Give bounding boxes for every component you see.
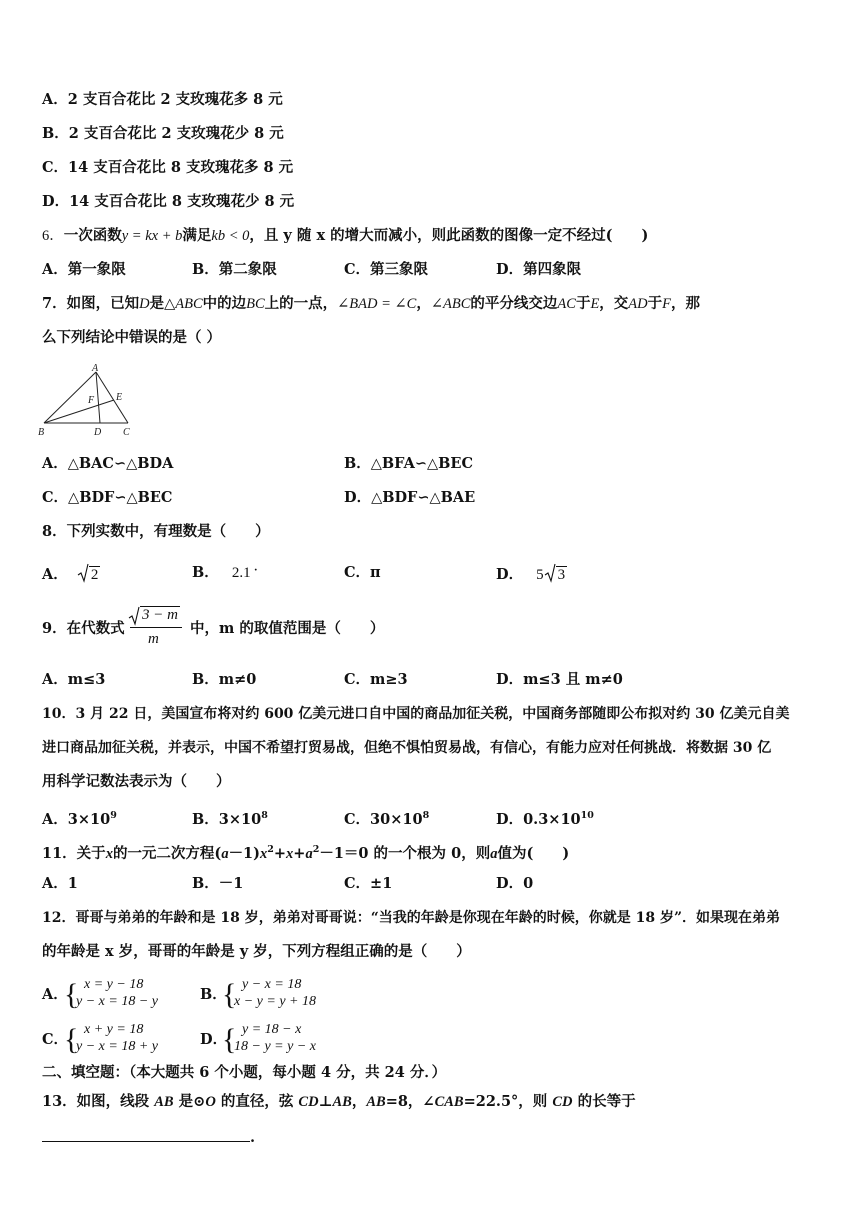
q7-label-e: E — [116, 392, 123, 403]
q6-option-c: C．第三象限 — [344, 261, 429, 278]
q8-option-b: B． 2.1 · — [192, 563, 251, 583]
q6-stem: 6．一次函数y = kx + b满足kb < 0，且 y 随 x 的增大而减小，则此函数的图像一定不经过( ) — [42, 227, 649, 244]
q7-option-b: B．△BFA∽△BEC — [344, 455, 474, 472]
q12-option-b: B． — [200, 986, 227, 1003]
left-brace-icon: { — [64, 978, 79, 1011]
q9-stem-post: 中，m 的取值范围是（ ） — [190, 620, 385, 637]
q12-option-a: A． — [42, 986, 68, 1003]
q7-label-b: B — [38, 427, 45, 438]
q9-option-c: C．m≥3 — [344, 671, 408, 688]
left-brace-icon: { — [222, 1023, 237, 1056]
q5-option-a: A．2 支百合花比 2 支玫瑰花多 8 元 — [42, 91, 283, 108]
repeating-dot-icon: · — [254, 565, 258, 576]
q11-option-b: B．－1 — [192, 875, 244, 892]
sqrt-sign-icon — [128, 606, 140, 626]
q9-option-b: B．m≠0 — [192, 671, 257, 688]
q6-option-a: A．第一象限 — [42, 261, 126, 278]
q11-option-c: C．±1 — [344, 875, 393, 892]
q12-stem-line2: 的年龄是 x 岁，哥哥的年龄是 y 岁，下列方程组正确的是（ ） — [42, 943, 471, 960]
q7-stem-line2: 么下列结论中错误的是（ ） — [42, 329, 222, 346]
sqrt-sign-icon — [544, 563, 556, 583]
left-brace-icon: { — [64, 1023, 79, 1056]
q12-option-d: D． — [200, 1031, 228, 1048]
q7-label-f: F — [88, 395, 95, 406]
q10-option-c: C．$30\times 10^8$ — [344, 810, 430, 828]
q6-option-b: B．第二象限 — [192, 261, 277, 278]
q13-end-period: . — [250, 1129, 256, 1146]
q10-option-b: B．$3\times 10^8$ — [192, 810, 268, 828]
q10-stem-line2: 进口商品加征关税，并表示，中国不希望打贸易战，但绝不惧怕贸易战，有信心，有能力应对任何挑战．将数据 30 亿 — [42, 740, 772, 756]
q11-stem: 11．关于x的一元二次方程$(a-1)x^2+x+a^2-1=0$ 的一个根为 0，则a值为( ) — [42, 844, 570, 862]
q9-option-d: D．m≤3 且 m≠0 — [496, 671, 623, 688]
left-brace-icon: { — [222, 978, 237, 1011]
q11-option-d: D．0 — [496, 875, 534, 892]
q9-stem-pre: 9．在代数式 — [42, 620, 125, 637]
q7-triangle-figure — [36, 362, 140, 442]
q8-option-c: C．π — [344, 564, 381, 581]
q7-label-a: A — [92, 363, 99, 374]
q7-option-d: D．△BDF∽△BAE — [344, 489, 476, 506]
q5-option-d: D．14 支百合花比 8 支玫瑰花少 8 元 — [42, 193, 295, 210]
q13-answer-blank[interactable] — [42, 1141, 250, 1142]
q12-stem-line1: 12．哥哥与弟弟的年龄和是 18 岁，弟弟对哥哥说：“当我的年龄是你现在年龄的时候，你就是 18 岁”．如果现在弟弟 — [42, 910, 781, 926]
q6-option-d: D．第四象限 — [496, 261, 582, 278]
q10-option-d: D．$0.3\times 10^{10}$ — [496, 810, 594, 828]
q11-option-a: A．1 — [42, 875, 78, 892]
q8-stem: 8．下列实数中，有理数是（ ） — [42, 523, 270, 540]
q5-option-b: B．2 支百合花比 2 支玫瑰花少 8 元 — [42, 125, 284, 142]
q10-stem-line3: 用科学记数法表示为（ ） — [42, 773, 231, 790]
q9-option-a: A．m≤3 — [42, 671, 106, 688]
q5-option-c: C．14 支百合花比 8 支玫瑰花多 8 元 — [42, 159, 294, 176]
q10-option-a: A．$3\times 10^9$ — [42, 810, 117, 828]
sqrt-sign-icon — [77, 563, 89, 583]
section-heading-fill-in: 二、填空题：（本大题共 6 个小题，每小题 4 分，共 24 分．） — [42, 1064, 447, 1081]
q9-fraction: 3 − m m — [128, 605, 184, 651]
q13-stem: 13．如图，线段 AB 是⊙O 的直径，弦 CD⊥AB，AB=8，∠CAB=22.5°，则 CD 的长等于 — [42, 1093, 636, 1110]
q12-option-c: C． — [42, 1031, 69, 1048]
q7-label-c: C — [123, 427, 130, 438]
q7-stem-line1: 7．如图，已知D是△ABC中的边BC上的一点，∠BAD = ∠C，∠ABC的平分线交边AC于E，交AD于F，那 — [42, 295, 700, 312]
q8-option-a: A． 2 — [42, 563, 100, 585]
q8-option-d: D． 5 3 — [496, 563, 567, 585]
q10-stem-line1: 10．3 月 22 日，美国宣布将对约 600 亿美元进口自中国的商品加征关税，中国商务部随即公布拟对约 30 亿美元自美 — [42, 706, 790, 722]
q7-label-d: D — [94, 427, 102, 438]
q7-option-a: A．△BAC∽△BDA — [42, 455, 174, 472]
q7-option-c: C．△BDF∽△BEC — [42, 489, 173, 506]
